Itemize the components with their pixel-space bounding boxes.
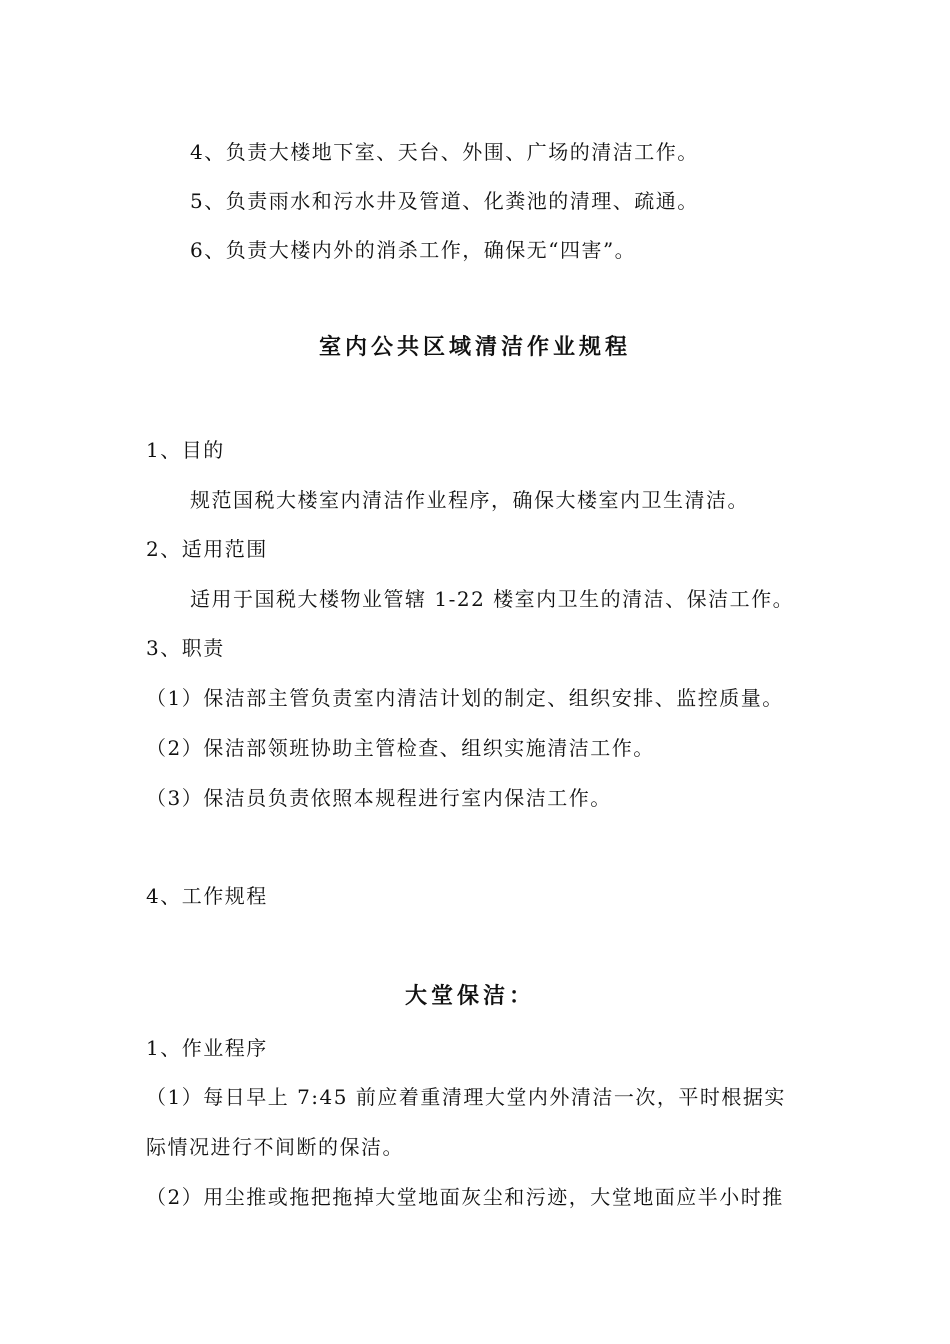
- duty-item-3: （3）保洁员负责依照本规程进行室内保洁工作。: [146, 786, 612, 810]
- section-title: 室内公共区域清洁作业规程: [318, 335, 631, 360]
- duty-item-1: （1）保洁部主管负责室内清洁计划的制定、组织安排、监控质量。: [146, 686, 784, 710]
- intro-item-5: 5、负责雨水和污水井及管道、化粪池的清理、疏通。: [190, 189, 699, 213]
- duty-item-2: （2）保洁部领班协助主管检查、组织实施清洁工作。: [146, 736, 655, 760]
- intro-item-6: 6、负责大楼内外的消杀工作，确保无“四害”。: [190, 238, 637, 262]
- purpose-heading: 1、目的: [146, 438, 225, 462]
- work-rules-heading: 4、工作规程: [146, 884, 268, 908]
- procedure-line-1: （1）每日早上 7:45 前应着重清理大堂内外清洁一次，平时根据实: [146, 1085, 786, 1109]
- purpose-text: 规范国税大楼室内清洁作业程序，确保大楼室内卫生清洁。: [190, 488, 749, 512]
- procedure-heading: 1、作业程序: [146, 1036, 268, 1060]
- procedure-line-2: 际情况进行不间断的保洁。: [146, 1135, 404, 1159]
- intro-item-4: 4、负责大楼地下室、天台、外围、广场的清洁工作。: [190, 140, 699, 164]
- scope-heading: 2、适用范围: [146, 537, 268, 561]
- lobby-title: 大堂保洁：: [404, 984, 535, 1009]
- duties-heading: 3、职责: [146, 636, 225, 660]
- scope-text: 适用于国税大楼物业管辖 1-22 楼室内卫生的清洁、保洁工作。: [190, 587, 795, 611]
- procedure-line-3: （2）用尘推或拖把拖掉大堂地面灰尘和污迹，大堂地面应半小时推: [146, 1185, 784, 1209]
